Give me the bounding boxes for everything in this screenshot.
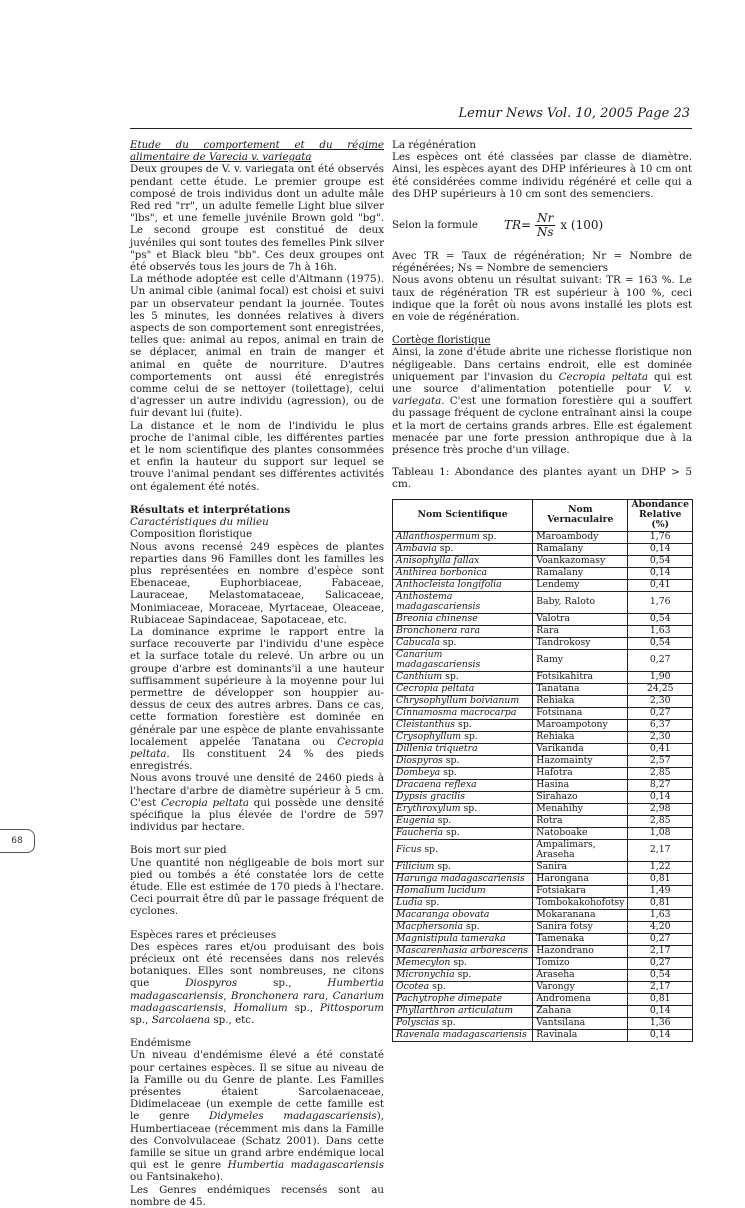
table-row	[393, 827, 693, 839]
text: . Ils constituent 24 % des pieds enregistrés.	[130, 747, 384, 773]
cell-abundance: 1,22	[628, 861, 693, 873]
cell-abundance: 0,27	[628, 933, 693, 945]
cell-scientific-name	[393, 945, 533, 957]
cell-vernacular-name: Hazomainty	[533, 755, 628, 767]
paragraph	[130, 772, 384, 833]
cell-scientific-name	[393, 707, 533, 719]
subheading: Cortège floristique	[392, 334, 491, 347]
genus: Macphersonia	[396, 920, 464, 932]
cell-abundance: 0,81	[628, 873, 693, 885]
genus: Chrysophyllum boivianum	[396, 694, 520, 706]
cell-vernacular-name: Tomizo	[533, 957, 628, 969]
genus: Ravenala madagascariensis	[396, 1028, 527, 1040]
genus: Dracaena reflexa	[396, 778, 477, 790]
paragraph: Les Genres endémiques recensés sont au nombre de 45.	[130, 1183, 384, 1208]
text: qui possède une densité spécifique la plus élevée de l'ordre de 597 individus par hectare.	[130, 796, 384, 834]
text: Un niveau d'endémisme élevé a été constaté pour certaines espèces. Il se situe au niveau de la Famille ou du Genre de plante. Les Familles présentes étaient Sarcolaenaceae, Didimelaceae (un exemple de cette famille est le genre	[130, 1049, 384, 1123]
genus: Bronchonera rara	[396, 625, 481, 636]
cell-vernacular-name: Varongy	[533, 981, 628, 993]
table-row	[393, 1029, 693, 1041]
cell-abundance: 1,63	[628, 909, 693, 921]
formula-expression	[504, 212, 603, 237]
cell-scientific-name	[393, 613, 533, 625]
genus: Micronychia	[396, 968, 455, 980]
cell-scientific-name	[393, 755, 533, 767]
cell-abundance: 2,30	[628, 731, 693, 743]
table-row	[393, 815, 693, 827]
cell-scientific-name	[393, 969, 533, 981]
table-row	[393, 567, 693, 579]
paragraph	[392, 346, 692, 456]
genus: Cinnamosma macrocarpa	[396, 706, 517, 718]
cell-scientific-name	[393, 1005, 533, 1017]
suffix: sp.	[454, 968, 472, 980]
cell-vernacular-name: Varikanda	[533, 743, 628, 755]
cell-vernacular-name: Voankazomasy	[533, 555, 628, 567]
paragraph: Les espèces ont été classées par classe de diamètre. Ainsi, les espèces ayant des DHP inférieures à 10 cm ont été considérées comme individu régénéré et celle qui a des DHP supérieurs à 10 cm sont des semenciers.	[392, 151, 692, 200]
cell-vernacular-name: Fotsikahitra	[533, 671, 628, 683]
cell-vernacular-name: Tanatana	[533, 683, 628, 695]
column-header: Nom Scientifique	[393, 499, 533, 531]
paragraph: Une quantité non négligeable de bois mort sur pied ou tombés a été constatée lors de cette étude. Elle est estimée de 170 pieds à l'hectare. Ceci pourrait être dû par le passage fréquent de cyclones.	[130, 856, 384, 918]
subheading: Composition floristique	[130, 528, 253, 541]
spacer	[130, 1026, 384, 1037]
suffix: sp.	[455, 718, 472, 730]
genus: Pachytrophe dimepate	[396, 992, 502, 1004]
table-row	[393, 1005, 693, 1017]
table-row	[393, 969, 693, 981]
table-row	[393, 767, 693, 779]
cell-abundance: 2,17	[628, 945, 693, 957]
table-row	[393, 543, 693, 555]
cell-scientific-name	[393, 543, 533, 555]
cell-abundance: 2,98	[628, 803, 693, 815]
cell-scientific-name	[393, 731, 533, 743]
cell-vernacular-name: Tombokakohofotsy	[533, 897, 628, 909]
cell-abundance: 0,27	[628, 649, 693, 671]
table-row	[393, 957, 693, 969]
formula-lhs: TR	[503, 217, 522, 232]
genus: Ficus	[396, 843, 422, 855]
suffix: sp.	[442, 754, 460, 766]
cell-scientific-name	[393, 743, 533, 755]
table-row	[393, 909, 693, 921]
cell-scientific-name	[393, 897, 533, 909]
text: Nous avons trouvé une densité de 2460 pieds à l'hectare d'arbre de diamètre supérieur à 5 cm. C'est	[130, 772, 384, 809]
formula	[392, 203, 692, 247]
cell-vernacular-name: Andromena	[533, 993, 628, 1005]
table-row	[393, 637, 693, 649]
cell-abundance: 8,27	[628, 779, 693, 791]
paragraph	[130, 1049, 384, 1183]
genus: Ocotea	[396, 980, 430, 992]
formula-multiplier: x (100)	[560, 217, 604, 232]
cell-scientific-name	[393, 767, 533, 779]
table-row	[393, 683, 693, 695]
cell-scientific-name	[393, 827, 533, 839]
suffix: sp.	[421, 843, 439, 855]
genus: Crysophyllum	[396, 730, 462, 742]
genus: Ambavia	[396, 543, 437, 555]
paragraph	[130, 626, 384, 772]
cell-abundance: 0,14	[628, 1029, 693, 1041]
genus: Magnistipula tameraka	[396, 932, 506, 944]
cell-vernacular-name: Hasina	[533, 779, 628, 791]
cell-vernacular-name: Tandrokosy	[533, 637, 628, 649]
cell-abundance: 0,41	[628, 579, 693, 591]
genus: Anthocleista longifolia	[396, 579, 502, 591]
cell-scientific-name	[393, 921, 533, 933]
genus: Anthirea borbonica	[396, 567, 488, 579]
species: Pittosporum	[319, 1001, 384, 1014]
genus: Faucheria	[396, 826, 444, 838]
genus: Diospyros	[396, 754, 443, 766]
suffix: sp.	[479, 531, 497, 543]
table-row	[393, 707, 693, 719]
genus: Memecylon	[396, 956, 451, 968]
text: Des espèces rares et/ou produisant des bois précieux ont été recensées dans nos relevés botaniques. Elles sont nombreuses, ne citons que	[130, 940, 384, 990]
table-row	[393, 743, 693, 755]
running-header: Lemur News Vol. 10, 2005 Page 23	[458, 106, 690, 121]
cell-abundance: 0,54	[628, 613, 693, 625]
cell-vernacular-name: Vantsilana	[533, 1017, 628, 1029]
table-body	[393, 531, 693, 1041]
cell-vernacular-name: Rotra	[533, 815, 628, 827]
cell-abundance: 0,54	[628, 555, 693, 567]
cell-abundance: 0,14	[628, 567, 693, 579]
suffix: sp.	[440, 766, 457, 778]
subheading: Caractéristiques du milieu	[130, 516, 269, 529]
cell-vernacular-name: Sirahazo	[533, 791, 628, 803]
suffix: sp.	[436, 543, 454, 555]
cell-abundance: 0,41	[628, 743, 693, 755]
cell-scientific-name	[393, 625, 533, 637]
cell-abundance: 0,27	[628, 957, 693, 969]
suffix: sp.	[429, 980, 446, 992]
cell-vernacular-name: Zahana	[533, 1005, 628, 1017]
cell-vernacular-name: Ramalany	[533, 567, 628, 579]
table-row	[393, 555, 693, 567]
genus: Anthostema madagascariensis	[396, 590, 481, 613]
cell-scientific-name	[393, 861, 533, 873]
table-header-row	[393, 499, 693, 531]
cell-vernacular-name: Tamenaka	[533, 933, 628, 945]
cell-abundance: 0,54	[628, 637, 693, 649]
text: sp.,	[294, 1001, 313, 1014]
spacer	[130, 918, 384, 929]
cell-abundance: 0,14	[628, 543, 693, 555]
cell-vernacular-name: Mokaranana	[533, 909, 628, 921]
cell-vernacular-name: Ramalany	[533, 543, 628, 555]
cell-abundance: 1,36	[628, 1017, 693, 1029]
table-row	[393, 897, 693, 909]
cell-scientific-name	[393, 567, 533, 579]
cell-scientific-name	[393, 695, 533, 707]
text: ou Fantsinakeho).	[130, 1171, 224, 1184]
section-title: Etude du comportement et du régime alimentaire de Varecia v. variegata	[130, 139, 384, 164]
fraction	[535, 212, 555, 237]
subheading: Espèces rares et précieuses	[130, 928, 277, 941]
genus: Cabucala	[396, 637, 440, 648]
table-row	[393, 861, 693, 873]
cell-vernacular-name: Baby, Raloto	[533, 591, 628, 613]
table-row	[393, 791, 693, 803]
cell-scientific-name	[393, 671, 533, 683]
table-row	[393, 613, 693, 625]
genus: Filicium	[396, 860, 435, 872]
suffix: sp.	[422, 896, 440, 908]
cell-vernacular-name: Menahihy	[533, 803, 628, 815]
table-row	[393, 873, 693, 885]
genus: Anisophylla fallax	[396, 555, 480, 567]
table-row	[393, 755, 693, 767]
cell-abundance: 1,76	[628, 591, 693, 613]
text: . C'est une formation forestière qui a souffert du passage fréquent de cyclone entraînant ainsi la coupe et la mort de certains grands arbres. Elle est également menacée par une forte pression anthropique due à la présence très proche d'un village.	[392, 395, 692, 457]
cell-abundance: 0,27	[628, 707, 693, 719]
cell-vernacular-name: Ravinala	[533, 1029, 628, 1041]
suffix: sp.	[434, 814, 452, 826]
left-column	[130, 139, 384, 1208]
species: V. v. variegata	[392, 383, 692, 408]
suffix: sp.	[443, 826, 460, 838]
cell-scientific-name	[393, 885, 533, 897]
table-row	[393, 945, 693, 957]
cell-abundance: 1,49	[628, 885, 693, 897]
cell-scientific-name	[393, 791, 533, 803]
cell-scientific-name	[393, 1017, 533, 1029]
species: Bronchonera rara	[230, 989, 326, 1002]
table-row	[393, 625, 693, 637]
cell-scientific-name	[393, 803, 533, 815]
cell-abundance: 0,81	[628, 993, 693, 1005]
table-row	[393, 695, 693, 707]
cell-vernacular-name: Fotsinana	[533, 707, 628, 719]
genus: Polyscias	[396, 1016, 439, 1028]
table-row	[393, 981, 693, 993]
cell-vernacular-name: Rehiaka	[533, 695, 628, 707]
spacer	[130, 833, 384, 844]
genus: Eugenia	[396, 814, 435, 826]
text: Ainsi, la zone d'étude abrite une richesse floristique non négligeable. Dans certains endroit, elle est dominée uniquement par l'invasion du	[392, 346, 692, 383]
cell-abundance: 4,20	[628, 921, 693, 933]
side-page-tab[interactable]: 68	[0, 829, 35, 853]
genus: Dypsis gracilis	[396, 790, 465, 802]
suffix: sp.	[439, 637, 457, 648]
species: Homalium	[233, 1001, 288, 1014]
cell-scientific-name	[393, 957, 533, 969]
cell-scientific-name	[393, 649, 533, 671]
species: Canarium madagascariensis	[130, 989, 385, 1014]
cell-scientific-name	[393, 637, 533, 649]
cell-abundance: 2,17	[628, 839, 693, 861]
denominator: Ns	[536, 224, 554, 239]
subheading: La régénération	[392, 139, 476, 151]
table-row	[393, 885, 693, 897]
cell-scientific-name	[393, 839, 533, 861]
cell-abundance: 24,25	[628, 683, 693, 695]
suffix: sp.	[450, 956, 467, 968]
species: Sarcolaena	[151, 1014, 211, 1027]
species: Cecropia peltata	[160, 796, 250, 809]
paragraph: La distance et le nom de l'individu le plus proche de l'animal cible, les différentes parties et le nom scientifique des plantes consommées et enfin la hauteur du support sur lequel se trouve l'animal pendant ses différentes activités ont également été notés.	[130, 419, 384, 493]
table-row	[393, 731, 693, 743]
cell-scientific-name	[393, 579, 533, 591]
cell-abundance: 1,90	[628, 671, 693, 683]
cell-scientific-name	[393, 779, 533, 791]
genus: Breonia chinense	[396, 613, 478, 624]
table-row	[393, 933, 693, 945]
column-header: Nom Vernaculaire	[533, 499, 628, 531]
subheading: Bois mort sur pied	[130, 844, 227, 857]
spacer	[392, 323, 692, 334]
cell-vernacular-name: Sanira fotsy	[533, 921, 628, 933]
cell-vernacular-name: Maroampotony	[533, 719, 628, 731]
paragraph: Nous avons obtenu un résultat suivant: TR = 163 %. Le taux de régénération TR est supérieur à 100 %, ceci indique que la forêt où nous avons installé les plots est en voie de régénération.	[392, 274, 692, 324]
species: Humbertia madagascariensis	[227, 1159, 384, 1172]
table-row	[393, 803, 693, 815]
text: ), Humbertiaceae (récemment mis dans la Famille des Convolvulaceae (Schatz 2001). Dans cette famille se situe un grand arbre endémique local qui est le genre	[130, 1110, 385, 1172]
genus: Harunga madagascariensis	[396, 872, 525, 884]
genus: Allanthospermum	[396, 531, 480, 543]
cell-abundance: 1,08	[628, 827, 693, 839]
cell-abundance: 0,54	[628, 969, 693, 981]
genus: Dombeya	[396, 766, 441, 778]
cell-scientific-name	[393, 683, 533, 695]
suffix: sp.	[461, 730, 478, 742]
table-row	[393, 993, 693, 1005]
cell-scientific-name	[393, 933, 533, 945]
table-row	[393, 779, 693, 791]
suffix: sp.	[438, 1016, 456, 1028]
cell-abundance: 6,37	[628, 719, 693, 731]
species: Humbertia madagascariensis	[130, 977, 384, 1002]
table-caption: Tableau 1: Abondance des plantes ayant un DHP > 5 cm.	[392, 466, 692, 491]
genus: Canarium madagascariensis	[396, 648, 481, 671]
text: sp.,	[273, 977, 292, 990]
cell-abundance: 0,14	[628, 791, 693, 803]
genus: Canthium	[396, 670, 443, 682]
equals-sign: =	[521, 217, 532, 232]
results-heading: Résultats et interprétations	[130, 503, 291, 516]
species: Cecropia peltata	[558, 370, 649, 383]
text: qui est une source d'alimentation potentielle pour	[392, 370, 692, 396]
header-rule	[130, 128, 692, 129]
suffix: sp.	[460, 802, 478, 814]
genus: Cecropia peltata	[396, 682, 475, 694]
text: sp., etc.	[213, 1014, 255, 1027]
cell-abundance: 2,85	[628, 767, 693, 779]
cell-vernacular-name: Maroambody	[533, 531, 628, 543]
cell-vernacular-name: Rara	[533, 625, 628, 637]
table-row	[393, 719, 693, 731]
genus: Macaranga obovata	[396, 908, 490, 920]
species: Diospyros	[185, 977, 238, 990]
suffix: sp.	[463, 920, 480, 932]
genus: Dillenia triquetra	[396, 742, 478, 754]
numerator: Nr	[537, 211, 554, 226]
cell-abundance: 1,76	[628, 531, 693, 543]
text: La dominance exprime le rapport entre la surface recouverte par l'individu d'une espèce et la surface totale du relevé. Un arbre ou un groupe d'arbre est dominants'il a une hauteur suffisamment supérieure à la moyenne pour lui permettre de développer son houppier au-dessus de ceux des autres arbres. Dans ce cas, cette formation forestière est dominée en générale par une espèce de plante envahissante localement appelée Tanatana ou	[130, 625, 384, 748]
cell-vernacular-name: Natoboake	[533, 827, 628, 839]
genus: Homalium lucidum	[396, 884, 486, 896]
subheading: Endémisme	[130, 1037, 192, 1050]
cell-vernacular-name: Valotra	[533, 613, 628, 625]
table-row	[393, 531, 693, 543]
cell-vernacular-name: Hafotra	[533, 767, 628, 779]
cell-scientific-name	[393, 909, 533, 921]
table-row	[393, 839, 693, 861]
cell-vernacular-name: Fotsiakara	[533, 885, 628, 897]
cell-scientific-name	[393, 815, 533, 827]
cell-scientific-name	[393, 531, 533, 543]
suffix: sp.	[434, 860, 451, 872]
cell-vernacular-name: Araseha	[533, 969, 628, 981]
right-column	[392, 139, 692, 1042]
cell-abundance: 2,85	[628, 815, 693, 827]
cell-vernacular-name: Ampalimars, Araseha	[533, 839, 628, 861]
formula-label: Selon la formule	[392, 218, 478, 231]
spacer	[130, 493, 384, 504]
cell-abundance: 1,63	[628, 625, 693, 637]
paragraph: Deux groupes de V. v. variegata ont été observés pendant cette étude. Le premier groupe est composé de trois individus dont un adulte mâle Red red "rr", un adulte femelle Light blue silver "lbs", et une femelle juvénile Brown gold "bg". Le second groupe est constitué de deux juvéniles qui sont toutes des femelles Pink silver "ps" et Black bleu "bb". Ces deux groupes ont été observés tous les jours de 7h à 16h.	[130, 163, 384, 274]
species: Cecropia peltata	[130, 735, 384, 760]
paragraph: Nous avons recensé 249 espèces de plantes reparties dans 96 Familles dont les familles les plus représentées en nombre d'espèce sont Ebenaceae, Euphorbiaceae, Fabaceae, Lauraceae, Melastomataceae, Salicaceae, Monimiaceae, Moraceae, Myrtaceae, Oleaceae, Rubiaceae Sapindaceae, Sapotaceae, etc.	[130, 540, 384, 626]
column-header: Abondance Relative (%)	[628, 499, 693, 531]
genus: Erythroxylum	[396, 802, 461, 814]
cell-scientific-name	[393, 873, 533, 885]
table-row	[393, 579, 693, 591]
table-row	[393, 1017, 693, 1029]
cell-abundance: 2,30	[628, 695, 693, 707]
species: Didymeles madagascariensis	[209, 1110, 377, 1123]
table-row	[393, 671, 693, 683]
genus: Phyllarthron articulatum	[396, 1004, 514, 1016]
genus: Ludia	[396, 896, 423, 908]
cell-abundance: 2,57	[628, 755, 693, 767]
cell-scientific-name	[393, 993, 533, 1005]
table-row	[393, 591, 693, 613]
cell-scientific-name	[393, 1029, 533, 1041]
genus: Cleistanthus	[396, 718, 456, 730]
cell-scientific-name	[393, 981, 533, 993]
cell-abundance: 0,14	[628, 1005, 693, 1017]
cell-vernacular-name: Sanira	[533, 861, 628, 873]
cell-scientific-name	[393, 555, 533, 567]
genus: Mascarenhasia arborescens	[396, 944, 529, 956]
cell-vernacular-name: Harongana	[533, 873, 628, 885]
cell-scientific-name	[393, 591, 533, 613]
paragraph: Avec TR = Taux de régénération; Nr = Nombre de régénérées; Ns = Nombre de semenciers	[392, 250, 692, 275]
suffix: sp.	[442, 670, 459, 682]
cell-vernacular-name: Ramy	[533, 649, 628, 671]
table-row	[393, 921, 693, 933]
cell-abundance: 2,17	[628, 981, 693, 993]
cell-vernacular-name: Hazondrano	[533, 945, 628, 957]
cell-vernacular-name: Lendemy	[533, 579, 628, 591]
paragraph: La méthode adoptée est celle d'Altmann (1975). Un animal cible (animal focal) est choisi et suivi par un observateur pendant la journée. Toutes les 5 minutes, les données relatives à divers aspects de son comportement sont enregistrées, telles que: animal au repos, animal en train de se déplacer, animal en train de manger et animal en quête de nourriture. D'autres comportements ont aussi été enregistrés comme celui de se nettoyer (toilettage), celui d'agresser un autre individu (agression), ou de fuir devant lui (fuite).	[130, 273, 384, 420]
cell-scientific-name	[393, 719, 533, 731]
cell-vernacular-name: Rehiaka	[533, 731, 628, 743]
paragraph: Des espèces rares et/ou produisant des bois précieux ont été recensées dans nos relevés botaniques. Elles sont nombreuses, ne citons que Diospyros sp., Humbertia madagascariensis, Bronchonera rara, Canarium madagascariensis, Homalium sp., Pittosporum sp., Sarcolaena sp., etc.	[130, 940, 385, 1027]
text: sp.,	[130, 1014, 149, 1027]
cell-abundance: 0,81	[628, 897, 693, 909]
abundance-table	[392, 499, 693, 1042]
table-row	[393, 649, 693, 671]
